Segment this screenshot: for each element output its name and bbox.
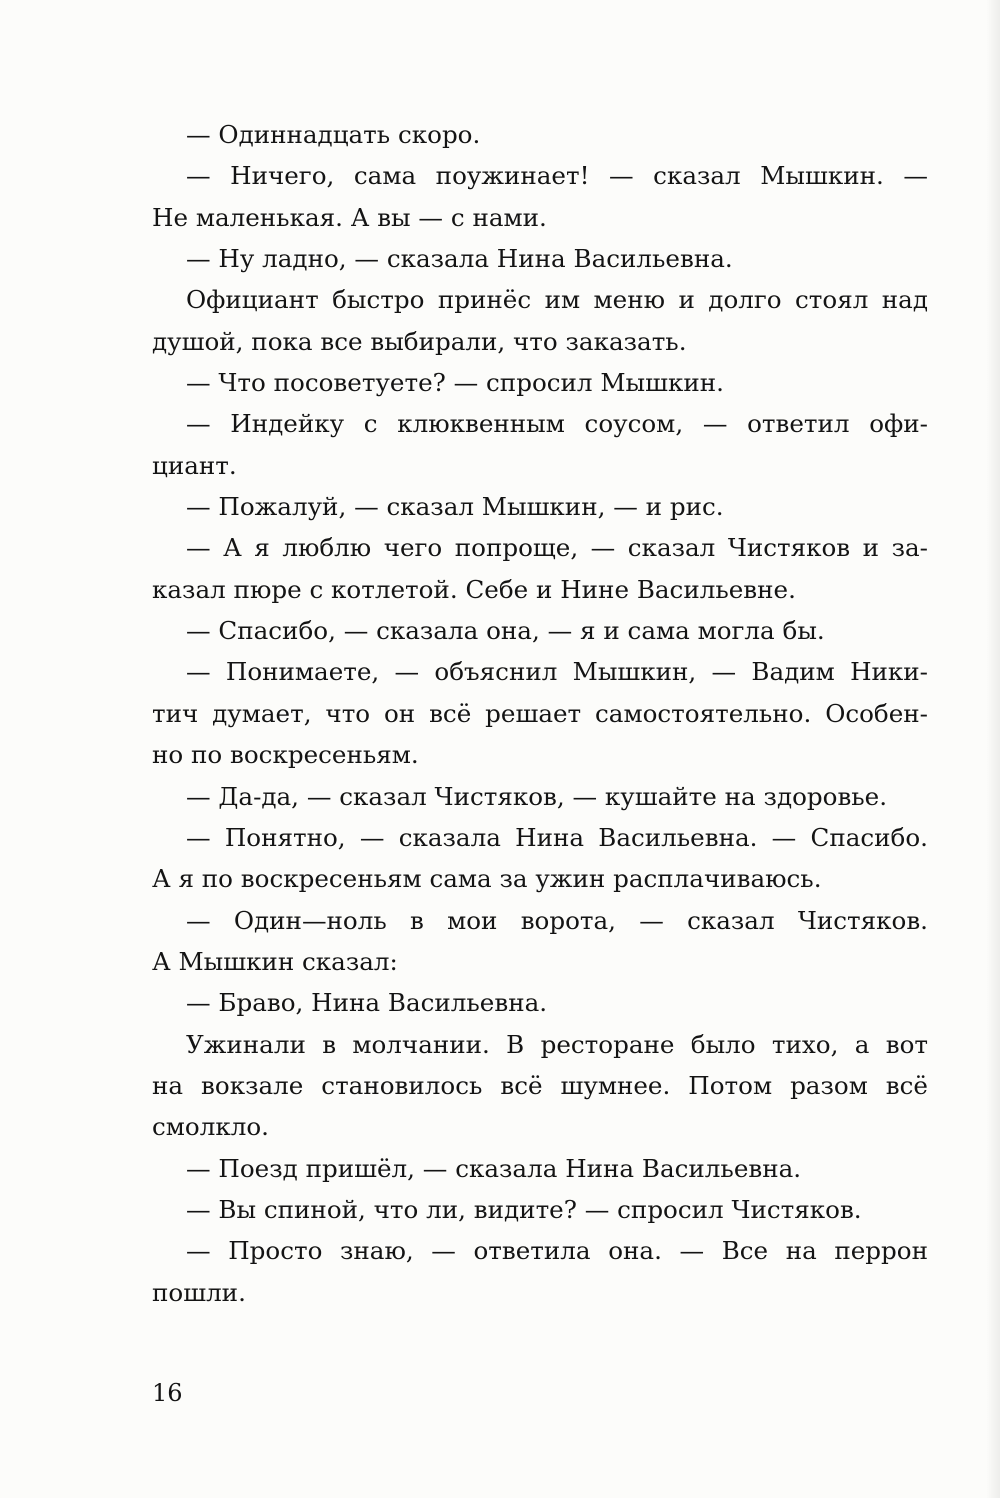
text-line: — Просто знаю, — ответила она. — Все на перрон [186, 1236, 928, 1266]
text-line: — Одиннадцать скоро. [186, 120, 481, 149]
text-line: — Понятно, — сказала Нина Васильевна. — Спасибо. [186, 822, 928, 852]
text-line: Не маленькая. А вы — с нами. [152, 202, 547, 232]
page-number: 16 [152, 1379, 183, 1407]
body-text [152, 114, 928, 1313]
text-line: — Один—ноль в мои ворота, — сказал Чистяков. [186, 905, 928, 935]
text-line: тич думает, что он всё решает самостоятельно. Особен- [152, 698, 928, 728]
text-line: циант. [152, 450, 237, 480]
text-line: смолкло. [152, 1112, 269, 1142]
text-line: — Браво, Нина Васильевна. [186, 988, 548, 1018]
text-line: Официант быстро принёс им меню и долго стоял над [186, 285, 928, 315]
text-line: — Поезд пришёл, — сказала Нина Васильевна. [186, 1153, 802, 1183]
page-edge-shadow [986, 0, 1000, 1498]
text-line: А Мышкин сказал: [152, 946, 398, 976]
text-line: но по воскресеньям. [152, 740, 419, 770]
text-line: — Что посоветуете? — спросил Мышкин. [186, 368, 724, 398]
text-line: казал пюре с котлетой. Себе и Нине Васильевне. [152, 574, 796, 604]
text-line: Ужинали в молчании. В ресторане было тихо, а вот [186, 1029, 928, 1059]
text-line: — Понимаете, — объяснил Мышкин, — Вадим Ники- [186, 657, 928, 687]
text-line: — Да-да, — сказал Чистяков, — кушайте на здоровье. [186, 781, 888, 811]
text-line: — Ну ладно, — сказала Нина Васильевна. [186, 244, 733, 274]
text-line: — Ничего, сама поужинает! — сказал Мышкин. — [186, 161, 928, 191]
text-line: — Вы спиной, что ли, видите? — спросил Чистяков. [186, 1194, 862, 1224]
text-line: пошли. [152, 1277, 246, 1307]
text-line: на вокзале становилось всё шумнее. Потом разом всё [152, 1070, 928, 1100]
text-line: А я по воскресеньям сама за ужин расплачиваюсь. [152, 864, 822, 894]
text-line: — Спасибо, — сказала она, — я и сама могла бы. [186, 616, 825, 646]
text-line: душой, пока все выбирали, что заказать. [152, 326, 687, 356]
text-line: — Индейку с клюквенным соусом, — ответил офи- [186, 409, 928, 439]
text-line: — А я люблю чего попроще, — сказал Чистяков и за- [186, 533, 928, 563]
text-line: — Пожалуй, — сказал Мышкин, — и рис. [186, 492, 724, 522]
